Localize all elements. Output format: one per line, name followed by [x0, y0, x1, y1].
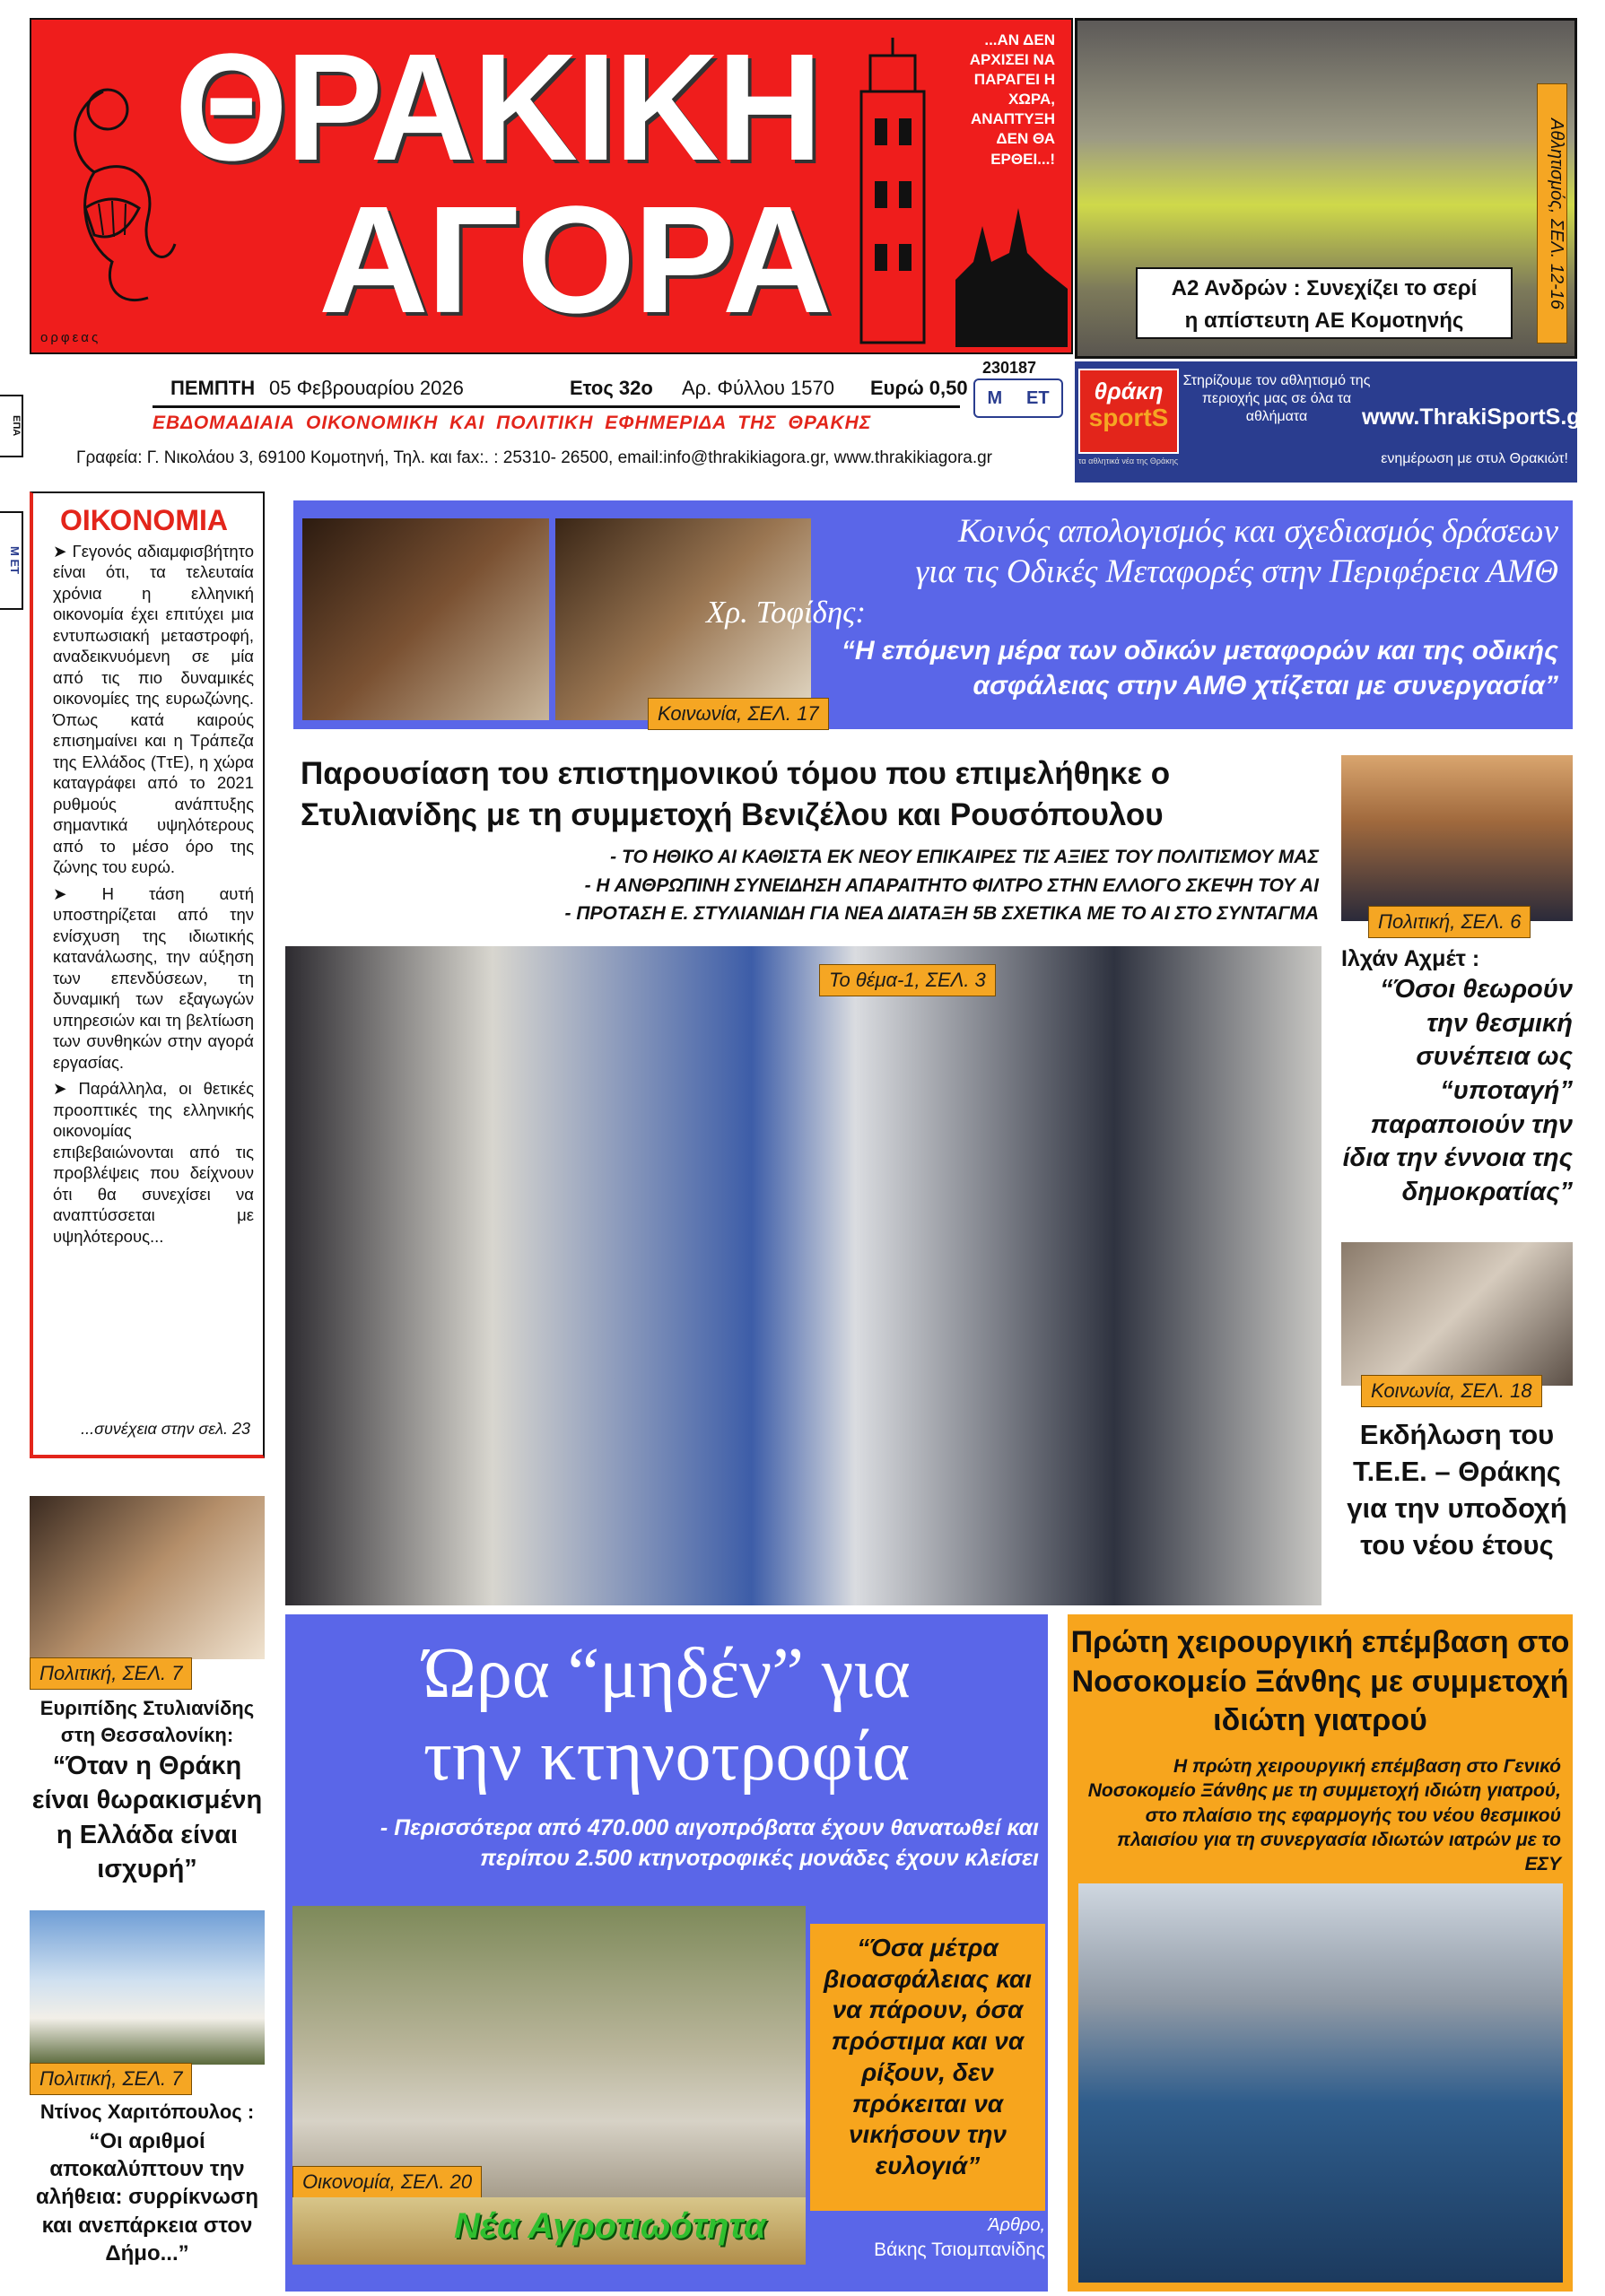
sheep-photo: [292, 1906, 806, 2265]
charitopoulos-photo: [30, 1910, 265, 2090]
met-badge-m: Μ: [987, 387, 1003, 408]
issue-year: Ετος 32ο: [570, 377, 653, 399]
livestock-byline-1: Άρθρο,: [988, 2215, 1045, 2235]
book-tag[interactable]: Το θέμα-1, ΣΕΛ. 3: [819, 964, 996, 996]
address-line: Γραφεία: Γ. Νικολάου 3, 69100 Κομοτηνή, Τηλ. και fax:. : 25310- 26500, email:info@thrakikiagora.gr, www.thrakikiagora.gr: [76, 448, 993, 467]
masthead: [30, 18, 1073, 354]
ilhan-speaker: Ιλχάν Αχμέτ :: [1341, 946, 1480, 971]
livestock-tag[interactable]: Οικονομία, ΣΕΛ. 20: [292, 2166, 482, 2198]
issue-date: 05 Φεβρουαρίου 2026: [269, 377, 464, 399]
book-bullet-3: - ΠΡΟΤΑΣΗ Ε. ΣΤΥΛΙΑΝΙΔΗ ΓΙΑ ΝΕΑ ΔΙΑΤΑΞΗ 5Β ΣΧΕΤΙΚΑ ΜΕ ΤΟ ΑΙ ΣΤΟ ΣΥΝΤΑΓΜΑ: [564, 903, 1319, 924]
economy-paragraph-3: ➤ Παράλληλα, οι θετικές προοπτικές της ελληνικής οικονομίας επιβεβαιώνονται από τις προβλέψεις που δείχνουν ότι θα συνεχίσει να αναπτύσσεται με υψηλότερους...: [53, 1079, 254, 1246]
epa-badge: ΕΠΑ: [0, 395, 23, 457]
stylianidis-speaker: Ευριπίδης Στυλιανίδης στη Θεσσαλονίκη:: [39, 1697, 255, 1746]
issue-code: 230187: [982, 359, 1037, 377]
book-headline: [301, 753, 1323, 835]
thrakisports-text: Στηρίζουμε τον αθλητισμό της περιοχής μας σε όλα τα αθλήματα: [1182, 373, 1371, 424]
book-headline-line-1: Παρουσίαση του επιστημονικού τόμου που επιμελήθηκε ο: [301, 756, 1171, 791]
info-divider: [153, 405, 960, 408]
masthead-slogan: ...ΑΝ ΔΕΝ ΑΡΧΙΣΕΙ ΝΑ ΠΑΡΑΓΕΙ Η ΧΩΡΑ, ΑΝΑΠΤΥΞΗ ΔΕΝ ΘΑ ΕΡΘΕΙ...!: [969, 31, 1055, 168]
surgery-headline: Πρώτη χειρουργική επέμβαση στο Νοσοκομείο Ξάνθης με συμμετοχή ιδιώτη γιατρού: [1070, 1625, 1570, 1738]
met-side-badge: Μ ΕΤ: [0, 511, 23, 610]
livestock-sub: - Περισσότερα από 470.000 αιγοπρόβατα έχουν θανατωθεί και περίπου 2.500 κτηνοτροφικές μονάδες έχουν κλείσει: [379, 1815, 1039, 1871]
ilhan-quote: “Όσοι θεωρούν την θεσμική συνέπεια ως “υποταγή” παραποιούν την ίδια την έννοια της δημοκρατίας”: [1342, 975, 1573, 1207]
economy-continued[interactable]: ...συνέχεια στην σελ. 23: [81, 1420, 250, 1438]
livestock-headline: [285, 1632, 1048, 1797]
ilhan-photo: [1341, 755, 1573, 933]
book-presentation-photo: [285, 946, 1322, 1605]
supplement-title: Νέα Αγροτιωότητα: [454, 2206, 766, 2246]
stylianidis-quote: “Όταν η Θράκη είναι θωρακισμένη η Ελλάδα είναι ισχυρή”: [31, 1752, 263, 1883]
economy-column: [30, 491, 265, 1458]
economy-paragraph-2: ➤ Η τάση αυτή υποστηρίζεται από την ενίσχυση της ιδιωτικής κατανάλωσης, την αύξηση των επενδύσεων, τη δυναμική των εξαγωγών υπηρεσιών και τη βελτίωση των συνθηκών στην αγορά εργασίας.: [53, 883, 254, 1072]
tee-event-photo: [1341, 1242, 1573, 1402]
thrakisports-tagline: ενημέρωση με στυλ Θρακιώτ!: [1381, 451, 1568, 466]
livestock-headline-line-2: την κτηνοτροφία: [423, 1717, 911, 1796]
transport-title-line-2: για τις Οδικές Μεταφορές στην Περιφέρεια ΑΜΘ: [915, 553, 1558, 591]
orpheus-logo-icon: [49, 74, 184, 325]
sports-caption-line-2: η απίστευτη ΑΕ Κομοτηνής: [1184, 309, 1464, 333]
thrakisports-logo-top: θράκη: [1094, 378, 1164, 404]
issue-number: Αρ. Φύλλου 1570: [682, 377, 834, 399]
sports-caption-line-1: Α2 Ανδρών : Συνεχίζει το σερί: [1171, 276, 1478, 300]
newspaper-subtitle: ΕΒΔΟΜΑΔΙΑΙΑ ΟΙΚΟΝΟΜΙΚΗ ΚΑΙ ΠΟΛΙΤΙΚΗ ΕΦΗΜΕΡΙΔΑ ΤΗΣ ΘΡΑΚΗΣ: [153, 413, 872, 433]
livestock-byline: [810, 2213, 1045, 2263]
economy-paragraph-1: ➤ Γεγονός αδιαμφισβήτητο είναι ότι, τα τελευταία χρόνια η ελληνική οικονομία έχει επιτύχει μια εντυπωσιακή μεταστροφή, αναδεικνυόμενη σε μία από τις πιο δυναμικές οικονομίες της ευρωζώνης. Όπως κατά καιρούς επισημαίνει και η Τράπεζα της Ελλάδος (ΤτΕ), η χώρα καταγράφει από το 2021 ρυθμούς ανάπτυξης σημαντικά υψηλότερους από το μέσο όρο της ζώνης του ευρώ.: [53, 542, 254, 877]
transport-quote-line-2: ασφάλειας στην ΑΜΘ χτίζεται με συνεργασία”: [973, 671, 1558, 700]
thrakisports-logo: [1078, 369, 1179, 454]
issue-day: ΠΕΜΠΤΗ: [170, 377, 256, 399]
thrakisports-logo-sub: τα αθλητικά νέα της Θράκης: [1078, 457, 1179, 465]
transport-title: [823, 511, 1558, 592]
transport-photo-1: [302, 518, 549, 720]
stylianidis-photo: [30, 1496, 265, 1684]
transport-article: [293, 500, 1573, 729]
right-tag-2[interactable]: Κοινωνία, ΣΕΛ. 18: [1361, 1375, 1542, 1407]
transport-tag[interactable]: Κοινωνία, ΣΕΛ. 17: [648, 698, 829, 730]
book-bullet-2: - Η ΑΝΘΡΩΠΙΝΗ ΣΥΝΕΙΔΗΣΗ ΑΠΑΡΑΙΤΗΤΟ ΦΙΛΤΡΟ ΣΤΗΝ ΕΛΛΟΓΟ ΣΚΕΨΗ ΤΟΥ ΑΙ: [584, 874, 1319, 896]
thrakisports-band: [1075, 361, 1590, 483]
issue-price: Ευρώ 0,50: [870, 377, 968, 399]
tee-event-title: Εκδήλωση του Τ.Ε.Ε. – Θράκης για την υποδοχή του νέου έτους: [1347, 1419, 1567, 1561]
sports-photo: [1075, 18, 1577, 359]
right-tag-1[interactable]: Πολιτική, ΣΕΛ. 6: [1368, 906, 1531, 938]
transport-quote: [760, 633, 1558, 703]
surgery-photo: [1078, 1883, 1563, 2283]
economy-heading: ΟΙΚΟΝΟΜΙΑ: [60, 504, 228, 536]
met-badge-et: ΕΤ: [1025, 387, 1050, 408]
clock-tower-icon: [834, 38, 951, 347]
met-badge: [973, 378, 1063, 418]
issue-info-bar: [153, 359, 1073, 452]
left-tag-2[interactable]: Πολιτική, ΣΕΛ. 7: [30, 2063, 192, 2095]
masthead-title-line-2: ΑΓΟΡΑ: [318, 175, 831, 345]
surgery-sub: Η πρώτη χειρουργική επέμβαση στο Γενικό Νοσοκομείο Ξάνθης με τη συμμετοχή ιδιώτη γιατρού, στο πλαίσιο της εφαρμογής του νέου θεσμικού πλαισίου για τη συνεργασία ιδιωτών ιατρών με το ΕΣΥ: [1087, 1756, 1561, 1875]
thrakisports-logo-bottom: sportS: [1088, 404, 1169, 431]
masthead-title-line-1: ΘΡΑΚΙΚΗ: [175, 22, 821, 193]
charitopoulos-speaker: Ντίνος Χαριτόπουλος :: [39, 2100, 255, 2123]
livestock-quote: “Όσα μέτρα βιοασφάλειας και να πάρουν, όσα πρόστιμα και να ρίξουν, δεν πρόκειται να νικήσουν την ευλογιά”: [810, 1924, 1045, 2211]
transport-title-line-1: Κοινός απολογισμός και σχεδιασμός δράσεων: [957, 513, 1558, 550]
livestock-byline-2: Βάκης Τσιομπανίδης: [874, 2239, 1045, 2260]
supplement-banner: [292, 2197, 806, 2265]
transport-speaker: Χρ. Τοφίδης:: [706, 595, 867, 630]
charitopoulos-quote: “Οι αριθμοί αποκαλύπτουν την αλήθεια: συρρίκνωση και ανεπάρκεια στον Δήμο...”: [35, 2129, 259, 2266]
livestock-headline-line-1: Ώρα “μηδέν” για: [423, 1634, 911, 1713]
book-bullets: [296, 843, 1319, 928]
book-headline-line-2: Στυλιανίδης με τη συμμετοχή Βενιζέλου και Ρουσόπουλου: [301, 796, 1164, 832]
church-silhouette-icon: [955, 199, 1068, 347]
thrakisports-url[interactable]: www.ThrakiSportS.gr: [1362, 404, 1590, 430]
sports-vertical-tag: Αθλητισμός, ΣΕΛ. 12-16: [1537, 83, 1567, 344]
sports-caption-box: [1136, 267, 1513, 339]
transport-quote-line-1: “Η επόμενη μέρα των οδικών μεταφορών και της οδικής: [841, 636, 1558, 665]
surgery-article: [1068, 1614, 1573, 2292]
left-tag-1[interactable]: Πολιτική, ΣΕΛ. 7: [30, 1657, 192, 1690]
logo-caption: ορφεας: [40, 330, 101, 345]
book-bullet-1: - ΤΟ ΗΘΙΚΟ ΑΙ ΚΑΘΙΣΤΑ ΕΚ ΝΕΟΥ ΕΠΙΚΑΙΡΕΣ ΤΙΣ ΑΞΙΕΣ ΤΟΥ ΠΟΛΙΤΙΣΜΟΥ ΜΑΣ: [610, 847, 1319, 867]
livestock-article: [285, 1614, 1048, 2292]
